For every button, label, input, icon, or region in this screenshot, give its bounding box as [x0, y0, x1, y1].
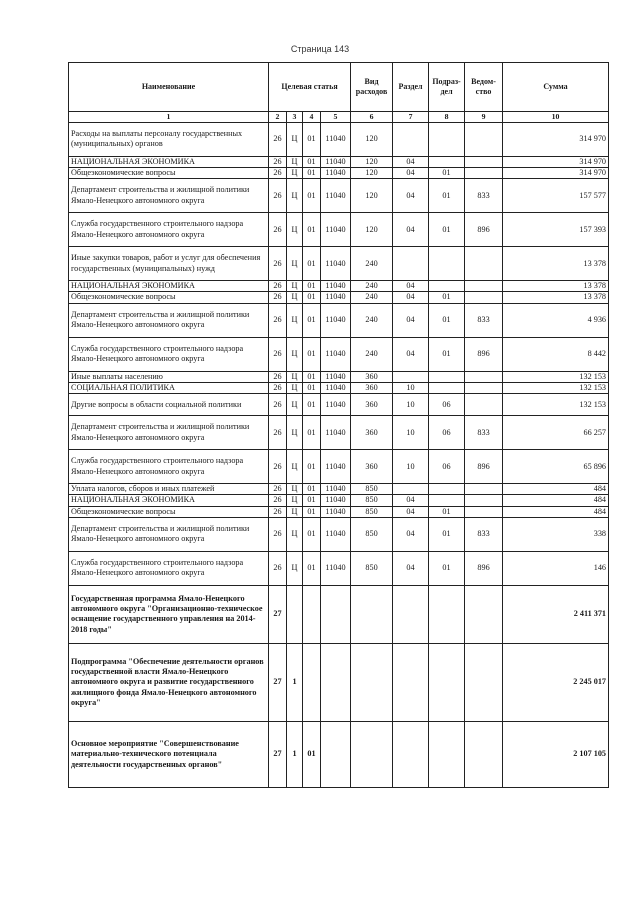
- department: [465, 484, 503, 495]
- section: [393, 247, 429, 281]
- row-name: СОЦИАЛЬНАЯ ПОЛИТИКА: [69, 382, 269, 393]
- department: [465, 156, 503, 167]
- row-sum: 314 970: [503, 156, 609, 167]
- target-program: 26: [269, 517, 287, 551]
- col-number: 10: [503, 112, 609, 123]
- target-program: 26: [269, 156, 287, 167]
- target-direction: [321, 585, 351, 643]
- expense-type: 240: [351, 247, 393, 281]
- subsection: [429, 281, 465, 292]
- expense-type: 360: [351, 371, 393, 382]
- budget-table: [68, 62, 609, 788]
- target-subprogram: Ц: [287, 292, 303, 303]
- section: [393, 643, 429, 721]
- target-subprogram: Ц: [287, 213, 303, 247]
- target-event: 01: [303, 167, 321, 178]
- expense-type: 240: [351, 337, 393, 371]
- target-direction: 11040: [321, 416, 351, 450]
- target-event: 01: [303, 382, 321, 393]
- section: 04: [393, 303, 429, 337]
- target-subprogram: 1: [287, 643, 303, 721]
- target-program: 26: [269, 450, 287, 484]
- subsection: [429, 247, 465, 281]
- table-row: [69, 213, 609, 247]
- subsection: [429, 484, 465, 495]
- subsection: [429, 585, 465, 643]
- target-direction: 11040: [321, 213, 351, 247]
- row-sum: 157 393: [503, 213, 609, 247]
- row-sum: 2 245 017: [503, 643, 609, 721]
- table-row: [69, 506, 609, 517]
- target-event: 01: [303, 292, 321, 303]
- subsection: 01: [429, 303, 465, 337]
- table-row: [69, 643, 609, 721]
- target-direction: [321, 643, 351, 721]
- target-event: 01: [303, 122, 321, 156]
- target-program: 26: [269, 167, 287, 178]
- target-event: 01: [303, 551, 321, 585]
- col-number: 7: [393, 112, 429, 123]
- col-number: 1: [69, 112, 269, 123]
- section: 10: [393, 450, 429, 484]
- section: [393, 721, 429, 787]
- row-sum: 4 936: [503, 303, 609, 337]
- expense-type: 240: [351, 281, 393, 292]
- row-name: Департамент строительства и жилищной политики Ямало-Ненецкого автономного округа: [69, 303, 269, 337]
- section: 04: [393, 213, 429, 247]
- row-sum: 2 411 371: [503, 585, 609, 643]
- row-sum: 157 577: [503, 179, 609, 213]
- target-direction: 11040: [321, 484, 351, 495]
- row-sum: 13 378: [503, 292, 609, 303]
- target-subprogram: Ц: [287, 247, 303, 281]
- target-direction: 11040: [321, 551, 351, 585]
- target-subprogram: Ц: [287, 382, 303, 393]
- target-subprogram: Ц: [287, 371, 303, 382]
- subsection: [429, 495, 465, 506]
- target-program: 26: [269, 416, 287, 450]
- target-direction: 11040: [321, 495, 351, 506]
- department: [465, 495, 503, 506]
- col-number: 6: [351, 112, 393, 123]
- target-subprogram: Ц: [287, 416, 303, 450]
- row-sum: 146: [503, 551, 609, 585]
- target-program: 26: [269, 337, 287, 371]
- target-program: 27: [269, 585, 287, 643]
- expense-type: 850: [351, 506, 393, 517]
- target-direction: 11040: [321, 167, 351, 178]
- department: [465, 292, 503, 303]
- target-event: 01: [303, 213, 321, 247]
- header-expense-type: Вид расходов: [351, 63, 393, 112]
- department: [465, 394, 503, 416]
- table-row: [69, 371, 609, 382]
- section: 04: [393, 506, 429, 517]
- table-row: [69, 484, 609, 495]
- subsection: 01: [429, 179, 465, 213]
- target-subprogram: Ц: [287, 122, 303, 156]
- row-sum: 66 257: [503, 416, 609, 450]
- subsection: 01: [429, 506, 465, 517]
- row-name: Служба государственного строительного надзора Ямало-Ненецкого автономного округа: [69, 551, 269, 585]
- target-event: [303, 585, 321, 643]
- department: 833: [465, 303, 503, 337]
- col-number: 4: [303, 112, 321, 123]
- row-name: Общеэкономические вопросы: [69, 292, 269, 303]
- target-program: 26: [269, 213, 287, 247]
- expense-type: 120: [351, 122, 393, 156]
- target-direction: [321, 721, 351, 787]
- department: 833: [465, 416, 503, 450]
- target-event: 01: [303, 484, 321, 495]
- target-event: 01: [303, 156, 321, 167]
- target-subprogram: Ц: [287, 506, 303, 517]
- table-row: [69, 721, 609, 787]
- target-direction: 11040: [321, 179, 351, 213]
- row-name: Подпрограмма "Обеспечение деятельности органов государственной власти Ямало-Ненецкого автономного округа и развитие государственного жилищного фонда Ямало-Ненецкого автономного округа": [69, 643, 269, 721]
- row-sum: 484: [503, 495, 609, 506]
- expense-type: 120: [351, 213, 393, 247]
- department: 896: [465, 337, 503, 371]
- target-subprogram: Ц: [287, 167, 303, 178]
- subsection: 06: [429, 394, 465, 416]
- row-sum: 8 442: [503, 337, 609, 371]
- department: [465, 506, 503, 517]
- row-name: Служба государственного строительного надзора Ямало-Ненецкого автономного округа: [69, 337, 269, 371]
- department: [465, 247, 503, 281]
- table-row: [69, 281, 609, 292]
- table-row: [69, 416, 609, 450]
- department: 896: [465, 213, 503, 247]
- row-name: Служба государственного строительного надзора Ямало-Ненецкого автономного округа: [69, 213, 269, 247]
- expense-type: 360: [351, 450, 393, 484]
- target-direction: 11040: [321, 506, 351, 517]
- header-department: Ведом-ство: [465, 63, 503, 112]
- row-name: Общеэкономические вопросы: [69, 167, 269, 178]
- table-row: [69, 450, 609, 484]
- target-program: 26: [269, 247, 287, 281]
- expense-type: 850: [351, 484, 393, 495]
- header-row: [69, 63, 609, 112]
- subsection: [429, 122, 465, 156]
- target-subprogram: Ц: [287, 394, 303, 416]
- section: 04: [393, 551, 429, 585]
- section: 04: [393, 495, 429, 506]
- target-direction: 11040: [321, 292, 351, 303]
- row-name: НАЦИОНАЛЬНАЯ ЭКОНОМИКА: [69, 281, 269, 292]
- target-event: 01: [303, 495, 321, 506]
- table-row: [69, 292, 609, 303]
- target-program: 26: [269, 506, 287, 517]
- target-direction: 11040: [321, 303, 351, 337]
- expense-type: 850: [351, 517, 393, 551]
- section: 04: [393, 179, 429, 213]
- target-program: 26: [269, 551, 287, 585]
- target-subprogram: Ц: [287, 281, 303, 292]
- row-name: Департамент строительства и жилищной политики Ямало-Ненецкого автономного округа: [69, 416, 269, 450]
- col-number: 9: [465, 112, 503, 123]
- target-direction: 11040: [321, 122, 351, 156]
- target-direction: 11040: [321, 371, 351, 382]
- table-row: [69, 551, 609, 585]
- row-name: Общеэкономические вопросы: [69, 506, 269, 517]
- table-row: [69, 337, 609, 371]
- department: [465, 643, 503, 721]
- row-name: НАЦИОНАЛЬНАЯ ЭКОНОМИКА: [69, 156, 269, 167]
- expense-type: 240: [351, 303, 393, 337]
- col-number: 3: [287, 112, 303, 123]
- header-section: Раздел: [393, 63, 429, 112]
- expense-type: 240: [351, 292, 393, 303]
- target-program: 26: [269, 281, 287, 292]
- table-row: [69, 303, 609, 337]
- subsection: 01: [429, 337, 465, 371]
- target-event: [303, 643, 321, 721]
- target-event: 01: [303, 281, 321, 292]
- target-program: 26: [269, 303, 287, 337]
- row-sum: 484: [503, 484, 609, 495]
- row-name: Департамент строительства и жилищной политики Ямало-Ненецкого автономного округа: [69, 179, 269, 213]
- target-direction: 11040: [321, 337, 351, 371]
- section: 04: [393, 337, 429, 371]
- target-event: 01: [303, 371, 321, 382]
- department: [465, 382, 503, 393]
- section: 04: [393, 281, 429, 292]
- target-direction: 11040: [321, 281, 351, 292]
- table-row: [69, 122, 609, 156]
- column-number-row: [69, 112, 609, 123]
- target-subprogram: Ц: [287, 551, 303, 585]
- expense-type: 120: [351, 179, 393, 213]
- row-name: Другие вопросы в области социальной политики: [69, 394, 269, 416]
- page-label: Страница 143: [290, 44, 350, 54]
- row-name: Расходы на выплаты персоналу государственных (муниципальных) органов: [69, 122, 269, 156]
- department: [465, 281, 503, 292]
- target-event: 01: [303, 517, 321, 551]
- row-sum: 338: [503, 517, 609, 551]
- row-name: Иные выплаты населению: [69, 371, 269, 382]
- table-row: [69, 247, 609, 281]
- target-subprogram: [287, 585, 303, 643]
- row-name: Департамент строительства и жилищной политики Ямало-Ненецкого автономного округа: [69, 517, 269, 551]
- header-subsection: Подраз-дел: [429, 63, 465, 112]
- target-subprogram: Ц: [287, 517, 303, 551]
- expense-type: 360: [351, 416, 393, 450]
- row-name: НАЦИОНАЛЬНАЯ ЭКОНОМИКА: [69, 495, 269, 506]
- department: [465, 122, 503, 156]
- col-number: 5: [321, 112, 351, 123]
- header-target: Целевая статья: [269, 63, 351, 112]
- section: [393, 122, 429, 156]
- row-name: Иные закупки товаров, работ и услуг для обеспечения государственных (муниципальных) нужд: [69, 247, 269, 281]
- target-event: 01: [303, 337, 321, 371]
- table-row: [69, 167, 609, 178]
- subsection: 01: [429, 213, 465, 247]
- table-row: [69, 179, 609, 213]
- subsection: 01: [429, 167, 465, 178]
- expense-type: [351, 585, 393, 643]
- target-event: 01: [303, 394, 321, 416]
- expense-type: 850: [351, 495, 393, 506]
- table-row: [69, 394, 609, 416]
- target-direction: 11040: [321, 156, 351, 167]
- target-event: 01: [303, 416, 321, 450]
- subsection: [429, 382, 465, 393]
- subsection: 06: [429, 416, 465, 450]
- row-name: Государственная программа Ямало-Ненецкого автономного округа "Организационно-техническое оснащение государственного управления на 2014-2018 годы": [69, 585, 269, 643]
- table-row: [69, 382, 609, 393]
- department: 833: [465, 517, 503, 551]
- expense-type: 120: [351, 167, 393, 178]
- subsection: [429, 371, 465, 382]
- section: 10: [393, 394, 429, 416]
- section: 10: [393, 416, 429, 450]
- target-program: 26: [269, 292, 287, 303]
- target-event: 01: [303, 247, 321, 281]
- department: [465, 371, 503, 382]
- expense-type: 850: [351, 551, 393, 585]
- target-direction: 11040: [321, 517, 351, 551]
- section: 04: [393, 156, 429, 167]
- subsection: [429, 156, 465, 167]
- target-subprogram: Ц: [287, 484, 303, 495]
- department: [465, 585, 503, 643]
- table-row: [69, 585, 609, 643]
- subsection: [429, 721, 465, 787]
- department: 896: [465, 450, 503, 484]
- department: 833: [465, 179, 503, 213]
- table-row: [69, 517, 609, 551]
- row-sum: 13 378: [503, 281, 609, 292]
- target-subprogram: Ц: [287, 303, 303, 337]
- row-name: Основное мероприятие "Совершенствование материально-технического потенциала деятельности государственных органов": [69, 721, 269, 787]
- expense-type: 360: [351, 394, 393, 416]
- col-number: 8: [429, 112, 465, 123]
- target-event: 01: [303, 179, 321, 213]
- row-sum: 484: [503, 506, 609, 517]
- target-subprogram: Ц: [287, 450, 303, 484]
- expense-type: [351, 643, 393, 721]
- target-direction: 11040: [321, 394, 351, 416]
- target-program: 26: [269, 382, 287, 393]
- expense-type: [351, 721, 393, 787]
- target-program: 26: [269, 122, 287, 156]
- header-sum: Сумма: [503, 63, 609, 112]
- row-name: Уплата налогов, сборов и иных платежей: [69, 484, 269, 495]
- table-row: [69, 495, 609, 506]
- row-sum: 132 153: [503, 394, 609, 416]
- subsection: 01: [429, 292, 465, 303]
- section: 04: [393, 292, 429, 303]
- target-subprogram: Ц: [287, 495, 303, 506]
- department: [465, 167, 503, 178]
- col-number: 2: [269, 112, 287, 123]
- row-name: Служба государственного строительного надзора Ямало-Ненецкого автономного округа: [69, 450, 269, 484]
- row-sum: 132 153: [503, 371, 609, 382]
- target-program: 27: [269, 721, 287, 787]
- subsection: 01: [429, 551, 465, 585]
- target-subprogram: Ц: [287, 156, 303, 167]
- row-sum: 13 378: [503, 247, 609, 281]
- target-event: 01: [303, 303, 321, 337]
- row-sum: 314 970: [503, 167, 609, 178]
- section: [393, 585, 429, 643]
- target-program: 27: [269, 643, 287, 721]
- target-program: 26: [269, 495, 287, 506]
- row-sum: 2 107 105: [503, 721, 609, 787]
- department: 896: [465, 551, 503, 585]
- target-subprogram: 1: [287, 721, 303, 787]
- row-sum: 132 153: [503, 382, 609, 393]
- table-row: [69, 156, 609, 167]
- section: 04: [393, 167, 429, 178]
- target-event: 01: [303, 450, 321, 484]
- section: [393, 371, 429, 382]
- target-program: 26: [269, 394, 287, 416]
- section: 10: [393, 382, 429, 393]
- department: [465, 721, 503, 787]
- row-sum: 65 896: [503, 450, 609, 484]
- target-event: 01: [303, 721, 321, 787]
- target-program: 26: [269, 371, 287, 382]
- subsection: 06: [429, 450, 465, 484]
- section: 04: [393, 517, 429, 551]
- row-sum: 314 970: [503, 122, 609, 156]
- target-event: 01: [303, 506, 321, 517]
- target-direction: 11040: [321, 450, 351, 484]
- subsection: [429, 643, 465, 721]
- section: [393, 484, 429, 495]
- target-subprogram: Ц: [287, 337, 303, 371]
- subsection: 01: [429, 517, 465, 551]
- target-program: 26: [269, 179, 287, 213]
- target-program: 26: [269, 484, 287, 495]
- target-direction: 11040: [321, 382, 351, 393]
- expense-type: 120: [351, 156, 393, 167]
- expense-type: 360: [351, 382, 393, 393]
- target-direction: 11040: [321, 247, 351, 281]
- header-name: Наименование: [69, 63, 269, 112]
- target-subprogram: Ц: [287, 179, 303, 213]
